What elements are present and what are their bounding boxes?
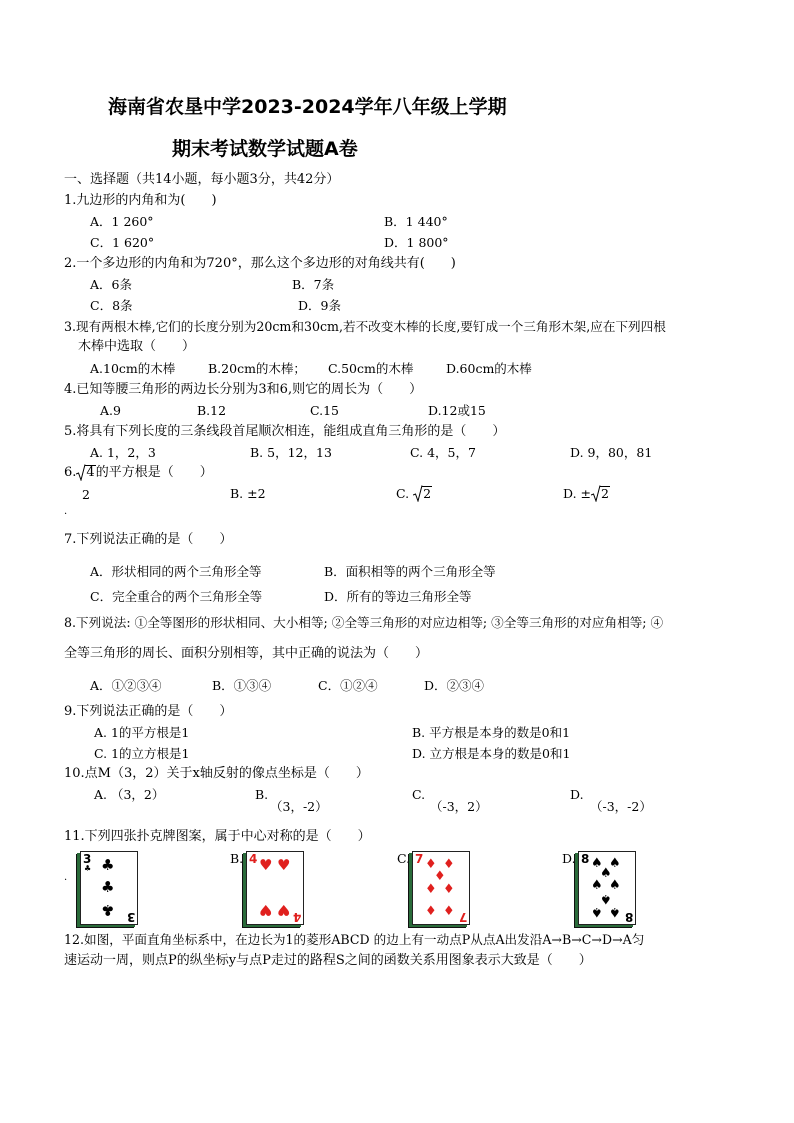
question-1: 1.九边形的内角和为( ) — [64, 193, 217, 208]
heart-icon: ♥ — [259, 901, 273, 919]
q5-option-a: A. 1，2，3 — [90, 445, 156, 460]
q11-option-c-label: C. — [397, 851, 411, 866]
question-11: 11.下列四张扑克牌图案，属于中心对称的是（ ） — [64, 829, 371, 844]
club-icon: ♣ — [101, 901, 115, 919]
q2-option-d: D．9条 — [298, 298, 341, 313]
spade-icon: ♠ — [591, 856, 603, 871]
title-line-1: 海南省农垦中学2023-2024学年八年级上学期 — [108, 96, 507, 118]
spade-icon: ♠ — [591, 878, 603, 893]
q5-option-c: C. 4，5，7 — [410, 445, 476, 460]
diamond-icon: ♦ — [434, 869, 446, 884]
heart-icon: ♥ — [277, 856, 291, 874]
q6-option-c — [396, 486, 432, 501]
q2-option-c: C．8条 — [90, 298, 133, 313]
q4-option-c: C.15 — [310, 403, 339, 418]
q11-option-d-label: D. — [562, 851, 576, 866]
question-3-line-1: 3.现有两根木棒,它们的长度分别为20cm和30cm,若不改变木棒的长度,要钉成一个三角形木架,应在下列四根 — [64, 319, 666, 334]
q3-option-a: A.10cm的木棒 — [90, 361, 176, 376]
heart-icon: ♥ — [277, 901, 291, 919]
q7-option-c: C．完全重合的两个三角形全等 — [90, 589, 263, 604]
q10-option-c: （-3，2） — [430, 799, 488, 814]
question-6 — [64, 465, 213, 481]
q3-option-c: C.50cm的木棒 — [328, 361, 414, 376]
q10-option-b: （3，-2） — [270, 799, 328, 814]
q6-option-b: B. ±2 — [230, 486, 266, 501]
q9-option-b: B. 平方根是本身的数是0和1 — [412, 725, 571, 740]
question-12-line-2: 速运动一周，则点P的纵坐标y与点P走过的路程S之间的函数关系用图象表示大致是（ ） — [64, 953, 592, 968]
q2-option-a: A．6条 — [90, 277, 132, 292]
q10-option-c-label: C. — [412, 787, 426, 802]
q3-option-d: D.60cm的木棒 — [446, 361, 532, 376]
question-3-line-2: 木棒中选取（ ） — [78, 339, 196, 354]
spade-icon: ♠ — [600, 891, 612, 906]
spade-icon: ♠ — [591, 904, 603, 919]
spade-icon: ♠ — [609, 878, 621, 893]
q1-option-c: C．1 620° — [90, 235, 155, 250]
q6-option-c-radical: 2 — [413, 486, 432, 501]
q10-option-b-label: B. — [255, 787, 269, 802]
q9-option-d: D. 立方根是本身的数是0和1 — [412, 746, 571, 761]
card-d-rank-top: 8 — [581, 852, 590, 866]
q6-option-d-label: D. ± — [563, 486, 591, 501]
q6-option-a: 2 — [82, 487, 90, 502]
diamond-icon: ♦ — [425, 882, 437, 897]
q3-option-b: B.20cm的木棒； — [208, 361, 306, 376]
card-a-rank-bottom: 3 — [126, 910, 135, 924]
question-8-line-1: 8.下列说法: ①全等图形的形状相同、大小相等; ②全等三角形的对应边相等; ③全等三角形的对应角相等; ④ — [64, 615, 664, 630]
question-10: 10.点M（3，2）关于x轴反射的像点坐标是（ ） — [64, 766, 369, 781]
q9-option-a: A. 1的平方根是1 — [94, 725, 190, 740]
playing-card-d — [578, 851, 636, 925]
q2-option-b: B．7条 — [292, 277, 335, 292]
spade-icon: ♠ — [609, 904, 621, 919]
playing-card-a — [80, 851, 138, 925]
q6-stray-dot: . — [64, 506, 68, 517]
diamond-icon: ♦ — [425, 857, 437, 872]
q6-number: 6. — [64, 465, 77, 480]
q8-option-b: B．①③④ — [212, 678, 272, 693]
q11-stray-dot: . — [64, 872, 68, 883]
question-8-line-2: 全等三角形的周长、面积分别相等，其中正确的说法为（ ） — [64, 646, 429, 661]
question-5: 5.将具有下列长度的三条线段首尾顺次相连，能组成直角三角形的是（ ） — [64, 424, 506, 439]
question-2: 2.一个多边形的内角和为720°，那么这个多边形的对角线共有( ) — [64, 256, 456, 271]
q8-option-a: A．①②③④ — [90, 678, 162, 693]
q6-option-d — [563, 486, 610, 501]
q10-option-a: A. （3，2） — [94, 787, 165, 802]
q4-option-d: D.12或15 — [428, 403, 486, 418]
club-icon: ♣ — [101, 856, 115, 874]
spade-icon: ♠ — [609, 856, 621, 871]
title-line-2: 期末考试数学试题A卷 — [172, 138, 358, 160]
card-c-rank-bottom: 7 — [458, 910, 467, 924]
q1-option-a: A．1 260° — [90, 214, 154, 229]
playing-card-b — [246, 851, 304, 925]
q6-radical: 4 — [76, 465, 95, 481]
spade-icon: ♠ — [600, 866, 612, 881]
card-c-rank-top: 7 — [415, 852, 424, 866]
question-7: 7.下列说法正确的是（ ） — [64, 532, 233, 547]
q10-option-d-label: D. — [570, 787, 584, 802]
diamond-icon: ♦ — [425, 904, 437, 919]
playing-card-c — [412, 851, 470, 925]
heart-icon: ♥ — [259, 856, 273, 874]
club-icon: ♣ — [84, 864, 92, 873]
question-9: 9.下列说法正确的是（ ） — [64, 704, 233, 719]
q8-option-c: C．①②④ — [318, 678, 378, 693]
section-heading: 一、选择题（共14小题，每小题3分，共42分） — [64, 172, 340, 187]
q10-option-d: （-3，-2） — [590, 799, 652, 814]
q7-option-b: B．面积相等的两个三角形全等 — [324, 564, 496, 579]
q1-option-b: B．1 440° — [384, 214, 448, 229]
q11-option-b-label: B. — [230, 851, 244, 866]
q4-option-a: A.9 — [100, 403, 121, 418]
question-12-line-1: 12.如图，平面直角坐标系中，在边长为1的菱形ABCD 的边上有一动点P从点A出发沿A→B→C→D→A匀 — [64, 932, 645, 947]
card-a-rank-top: 3 — [83, 852, 92, 866]
club-icon: ♣ — [101, 878, 115, 896]
card-b-rank-top: 4 — [249, 852, 258, 866]
q6-stem-text: 的平方根是（ ） — [95, 465, 213, 480]
question-4: 4.已知等腰三角形的两边长分别为3和6,则它的周长为（ ） — [64, 382, 423, 397]
q7-option-a: A．形状相同的两个三角形全等 — [90, 564, 262, 579]
q5-option-d: D. 9，80，81 — [570, 445, 653, 460]
card-b-rank-bottom: 4 — [292, 910, 301, 924]
q5-option-b: B. 5，12，13 — [250, 445, 332, 460]
q8-option-d: D．②③④ — [424, 678, 485, 693]
q4-option-b: B.12 — [197, 403, 227, 418]
q7-option-d: D．所有的等边三角形全等 — [324, 589, 472, 604]
diamond-icon: ♦ — [443, 857, 455, 872]
q6-option-c-label: C. — [396, 486, 410, 501]
q6-option-d-radical: 2 — [591, 486, 610, 501]
card-d-rank-bottom: 8 — [624, 910, 633, 924]
q9-option-c: C. 1的立方根是1 — [94, 746, 190, 761]
diamond-icon: ♦ — [443, 904, 455, 919]
diamond-icon: ♦ — [443, 882, 455, 897]
q1-option-d: D．1 800° — [384, 235, 449, 250]
